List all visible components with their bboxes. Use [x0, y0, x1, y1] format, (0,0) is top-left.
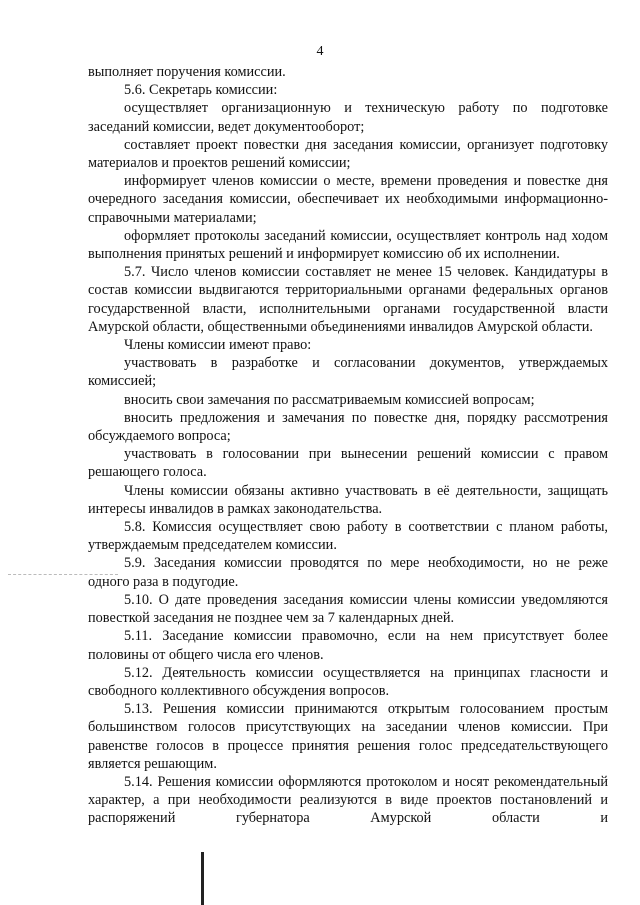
paragraph: 5.14. Решения комиссии оформляются протоколом и носят рекомендательный характер, а при необходимости реализуются в виде проектов постановлений и распоряжений губернатора Амурской области и: [88, 773, 608, 827]
scan-crease-mark: [201, 852, 204, 905]
paragraph: информирует членов комиссии о месте, времени проведения и повестке дня очередного заседания комиссии, обеспечивает их необходимыми информационно-справочными материалами;: [88, 173, 608, 226]
paragraph: 5.8. Комиссия осуществляет свою работу в соответствии с планом работы, утверждаемым председателем комиссии.: [88, 519, 608, 554]
paragraph: составляет проект повестки дня заседания комиссии, организует подготовку материалов и проектов решений комиссии;: [88, 136, 608, 172]
paragraph: Члены комиссии обязаны активно участвовать в её деятельности, защищать интересы инвалидов в рамках законодательства.: [88, 482, 608, 517]
page-number: 4: [316, 44, 324, 59]
document-body: [88, 63, 608, 828]
paragraph: 5.9. Заседания комиссии проводятся по мере необходимости, но не реже одного раза в подугодие.: [88, 555, 608, 590]
paragraph: 5.12. Деятельность комиссии осуществляется на принципах гласности и свободного коллективного обсуждения вопросов.: [88, 664, 608, 699]
paragraph: участвовать в голосовании при вынесении решений комиссии с правом решающего голоса.: [88, 446, 608, 481]
paragraph: осуществляет организационную и техническую работу по подготовке заседаний комиссии, ведет документооборот;: [88, 100, 608, 135]
paragraph: вносить предложения и замечания по повестке дня, порядку рассмотрения обсуждаемого вопроса;: [88, 409, 608, 445]
paragraph: выполняет поручения комиссии.: [88, 64, 286, 80]
paragraph: 5.10. О дате проведения заседания комиссии члены комиссии уведомляются повесткой заседания не позднее чем за 7 календарных дней.: [88, 591, 608, 627]
section-heading: 5.6. Секретарь комиссии:: [124, 82, 278, 99]
paragraph: Члены комиссии имеют право:: [124, 337, 312, 354]
paragraph: участвовать в разработке и согласовании документов, утверждаемых комиссией;: [88, 355, 608, 390]
paragraph: 5.13. Решения комиссии принимаются открытым голосованием простым большинством голосов присутствующих на заседании членов комиссии. При равенстве голосов в процессе принятия решения голос председательствующего является решающим.: [88, 701, 608, 772]
paragraph: 5.11. Заседание комиссии правомочно, если на нем присутствует более половины от общего числа его членов.: [88, 628, 608, 663]
paragraph: оформляет протоколы заседаний комиссии, осуществляет контроль над ходом выполнения принятых решений и информирует комиссию об их исполнении.: [88, 227, 608, 263]
paragraph: 5.7. Число членов комиссии составляет не менее 15 человек. Кандидатуры в состав комиссии выдвигаются территориальными органами федеральных органов государственной власти, исполнительными органами государственной власти Амурской области, общественными объединениями инвалидов Амурской области.: [88, 264, 608, 335]
paragraph: вносить свои замечания по рассматриваемым комиссией вопросам;: [124, 391, 535, 408]
